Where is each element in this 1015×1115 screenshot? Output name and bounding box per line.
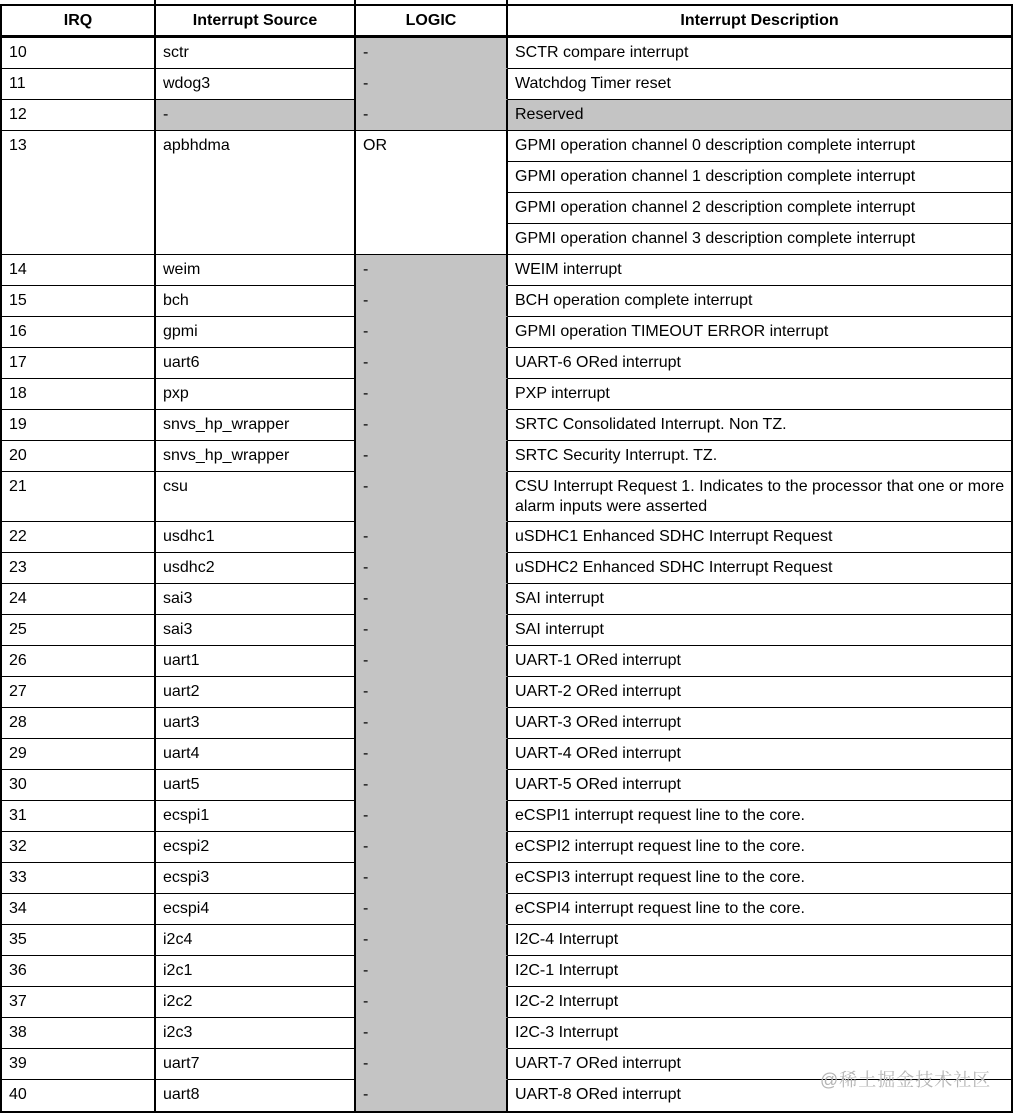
interrupt-description-cell: UART-8 ORed interrupt [508,1080,1011,1111]
interrupt-description-cell: UART-1 ORed interrupt [508,646,1011,677]
irq-cell: 29 [2,739,156,770]
interrupt-source-cell: wdog3 [156,69,356,100]
table-row [2,553,1011,584]
interrupt-description-cell: GPMI operation channel 1 description complete interrupt [508,162,1011,193]
interrupt-description-cell: I2C-4 Interrupt [508,925,1011,956]
table-row [2,69,1011,100]
interrupt-source-cell: bch [156,286,356,317]
logic-cell: - [356,770,508,801]
logic-cell: - [356,677,508,708]
table-header [2,6,1011,38]
interrupt-description-cell: uSDHC2 Enhanced SDHC Interrupt Request [508,553,1011,584]
table-row [2,925,1011,956]
interrupt-description-cell: UART-7 ORed interrupt [508,1049,1011,1080]
logic-cell: - [356,863,508,894]
irq-cell: 30 [2,770,156,801]
interrupt-description-cell: UART-5 ORed interrupt [508,770,1011,801]
logic-cell: - [356,1018,508,1049]
interrupt-source-cell: ecspi1 [156,801,356,832]
logic-cell: - [356,410,508,441]
table-row [2,894,1011,925]
interrupt-description-cell: UART-2 ORed interrupt [508,677,1011,708]
interrupt-source-cell: snvs_hp_wrapper [156,441,356,472]
irq-cell: 21 [2,472,156,522]
table-row [2,1080,1011,1111]
table-row [2,522,1011,553]
logic-cell: - [356,1080,508,1111]
irq-cell: 18 [2,379,156,410]
interrupt-source-cell: i2c1 [156,956,356,987]
interrupt-description-cell: SAI interrupt [508,584,1011,615]
table-row [2,1018,1011,1049]
interrupt-description-cell: I2C-1 Interrupt [508,956,1011,987]
irq-cell: 27 [2,677,156,708]
irq-cell: 14 [2,255,156,286]
irq-cell: 23 [2,553,156,584]
table-row [2,832,1011,863]
logic-cell: - [356,646,508,677]
interrupt-source-cell: i2c2 [156,987,356,1018]
irq-cell: 31 [2,801,156,832]
interrupt-source-cell: uart5 [156,770,356,801]
irq-cell: 37 [2,987,156,1018]
table-row [2,441,1011,472]
irq-cell: 25 [2,615,156,646]
interrupt-source-cell: gpmi [156,317,356,348]
table-row [2,677,1011,708]
table-row [2,1049,1011,1080]
logic-cell: - [356,925,508,956]
irq-cell: 10 [2,38,156,69]
logic-cell: - [356,472,508,522]
interrupt-description-cell: PXP interrupt [508,379,1011,410]
logic-cell: - [356,255,508,286]
col-header-interrupt-description: Interrupt Description [508,6,1011,38]
table-row [2,255,1011,286]
interrupt-description-cell: GPMI operation channel 0 description complete interrupt [508,131,1011,162]
interrupt-source-cell: sai3 [156,615,356,646]
table-row [2,863,1011,894]
logic-cell: - [356,894,508,925]
table-row [2,38,1011,69]
interrupt-source-cell: uart2 [156,677,356,708]
interrupt-description-cell: SRTC Consolidated Interrupt. Non TZ. [508,410,1011,441]
logic-cell: - [356,522,508,553]
logic-cell: - [356,956,508,987]
interrupt-source-cell: snvs_hp_wrapper [156,410,356,441]
interrupt-description-cell: SRTC Security Interrupt. TZ. [508,441,1011,472]
table-row [2,987,1011,1018]
table-row [2,348,1011,379]
interrupt-description-cell: I2C-3 Interrupt [508,1018,1011,1049]
irq-cell: 11 [2,69,156,100]
table-row [2,770,1011,801]
irq-cell: 33 [2,863,156,894]
interrupt-description-cell: eCSPI4 interrupt request line to the core. [508,894,1011,925]
interrupt-description-cell: SCTR compare interrupt [508,38,1011,69]
table-row [2,410,1011,441]
table-row [2,286,1011,317]
logic-cell: - [356,317,508,348]
logic-cell: - [356,987,508,1018]
logic-cell: - [356,832,508,863]
interrupt-source-cell: ecspi3 [156,863,356,894]
irq-cell: 38 [2,1018,156,1049]
interrupt-source-cell: ecspi4 [156,894,356,925]
irq-cell: 40 [2,1080,156,1111]
table-row [2,131,1011,162]
col-header-logic: LOGIC [356,6,508,38]
table-row [2,739,1011,770]
interrupt-source-cell: uart7 [156,1049,356,1080]
table-row [2,615,1011,646]
interrupt-source-cell: csu [156,472,356,522]
interrupt-description-cell: I2C-2 Interrupt [508,987,1011,1018]
irq-cell: 35 [2,925,156,956]
irq-cell: 24 [2,584,156,615]
interrupt-description-cell: GPMI operation channel 3 description complete interrupt [508,224,1011,255]
interrupt-source-cell: uart6 [156,348,356,379]
irq-cell: 12 [2,100,156,131]
interrupt-source-cell: sai3 [156,584,356,615]
logic-cell: - [356,801,508,832]
interrupt-source-cell: weim [156,255,356,286]
irq-cell: 32 [2,832,156,863]
irq-cell: 13 [2,131,156,255]
interrupt-source-cell: i2c4 [156,925,356,956]
logic-cell: - [356,1049,508,1080]
irq-cell: 15 [2,286,156,317]
irq-cell: 39 [2,1049,156,1080]
irq-cell: 28 [2,708,156,739]
interrupt-description-cell: uSDHC1 Enhanced SDHC Interrupt Request [508,522,1011,553]
irq-cell: 36 [2,956,156,987]
interrupt-source-cell: uart1 [156,646,356,677]
header-row [2,6,1011,38]
interrupt-source-cell: apbhdma [156,131,356,255]
irq-cell: 22 [2,522,156,553]
interrupt-description-cell: eCSPI1 interrupt request line to the core. [508,801,1011,832]
watermark: @稀土掘金技术社区 [820,1070,992,1090]
interrupt-description-cell: SAI interrupt [508,615,1011,646]
interrupt-source-cell: sctr [156,38,356,69]
interrupt-description-cell: eCSPI2 interrupt request line to the core. [508,832,1011,863]
interrupt-description-cell: Reserved [508,100,1011,131]
table-body [2,38,1011,1111]
interrupt-description-cell: eCSPI3 interrupt request line to the core. [508,863,1011,894]
interrupt-table [0,4,1013,1113]
col-header-interrupt-source: Interrupt Source [156,6,356,38]
table-row [2,100,1011,131]
interrupt-description-cell: GPMI operation channel 2 description complete interrupt [508,193,1011,224]
interrupt-source-cell: uart3 [156,708,356,739]
interrupt-source-cell: uart8 [156,1080,356,1111]
interrupt-source-cell: - [156,100,356,131]
interrupt-source-cell: ecspi2 [156,832,356,863]
logic-cell: - [356,379,508,410]
logic-cell: OR [356,131,508,255]
table-row [2,584,1011,615]
interrupt-source-cell: uart4 [156,739,356,770]
irq-cell: 17 [2,348,156,379]
interrupt-description-cell: BCH operation complete interrupt [508,286,1011,317]
logic-cell: - [356,615,508,646]
logic-cell: - [356,286,508,317]
irq-cell: 26 [2,646,156,677]
interrupt-description-cell: WEIM interrupt [508,255,1011,286]
interrupt-source-cell: usdhc1 [156,522,356,553]
irq-cell: 19 [2,410,156,441]
irq-cell: 34 [2,894,156,925]
logic-cell: - [356,38,508,69]
interrupt-description-cell: CSU Interrupt Request 1. Indicates to the processor that one or more alarm inputs were asserted [508,472,1011,522]
logic-cell: - [356,708,508,739]
interrupt-source-cell: usdhc2 [156,553,356,584]
interrupt-description-cell: UART-4 ORed interrupt [508,739,1011,770]
table-row [2,472,1011,522]
logic-cell: - [356,553,508,584]
table-row [2,317,1011,348]
interrupt-source-cell: pxp [156,379,356,410]
table-row [2,801,1011,832]
table-row [2,646,1011,677]
irq-cell: 20 [2,441,156,472]
logic-cell: - [356,100,508,131]
logic-cell: - [356,739,508,770]
table-row [2,379,1011,410]
interrupt-source-cell: i2c3 [156,1018,356,1049]
interrupt-description-cell: Watchdog Timer reset [508,69,1011,100]
irq-cell: 16 [2,317,156,348]
table-row [2,708,1011,739]
logic-cell: - [356,69,508,100]
interrupt-description-cell: UART-6 ORed interrupt [508,348,1011,379]
col-header-irq: IRQ [2,6,156,38]
interrupt-description-cell: GPMI operation TIMEOUT ERROR interrupt [508,317,1011,348]
table-row [2,956,1011,987]
logic-cell: - [356,348,508,379]
interrupt-description-cell: UART-3 ORed interrupt [508,708,1011,739]
logic-cell: - [356,584,508,615]
logic-cell: - [356,441,508,472]
